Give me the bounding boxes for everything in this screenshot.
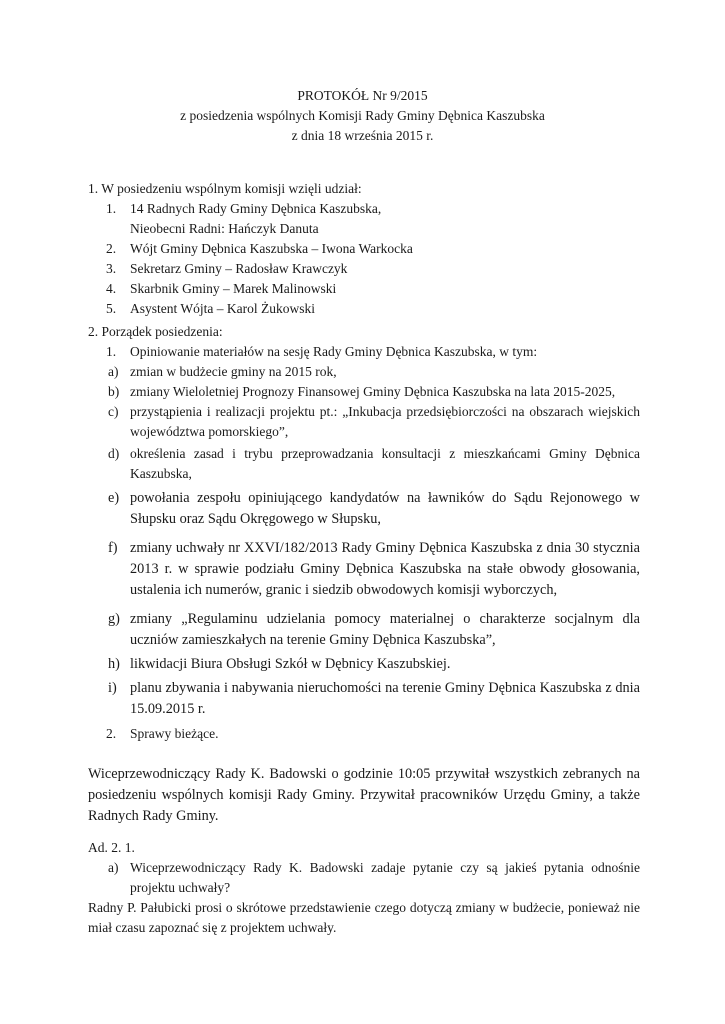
agenda-subitem	[88, 609, 640, 651]
agenda-subitem	[88, 444, 640, 484]
document-title: PROTOKÓŁ Nr 9/2015	[297, 88, 428, 103]
agenda-subitem-text: planu zbywania i nabywania nieruchomości na terenie Gminy Dębnica Kaszubska z dnia 15.09.2015 r.	[130, 680, 640, 717]
agenda-title: 2. Porządek posiedzenia:	[88, 324, 223, 339]
attendee-text: 14 Radnych Rady Gminy Dębnica Kaszubska,	[130, 201, 382, 216]
ad-section	[88, 838, 640, 938]
agenda-subitem-text: zmian w budżecie gminy na 2015 rok,	[130, 364, 337, 379]
agenda-point-text: Opiniowanie materiałów na sesję Rady Gminy Dębnica Kaszubska, w tym:	[130, 344, 538, 359]
attendee-item	[88, 299, 640, 319]
agenda-subitem-text: likwidacji Biura Obsługi Szkół w Dębnicy Kaszubskiej.	[130, 656, 451, 672]
agenda-subitem-letter: g)	[108, 611, 120, 627]
opening-paragraph: Wiceprzewodniczący Rady K. Badowski o godzinie 10:05 przywitał wszystkich zebranych na posiedzeniu wspólnych komisji Rady Gminy. Przywitał pracowników Urzędu Gminy, a także Radnych Rady Gminy.	[88, 766, 640, 824]
attendee-number: 4.	[106, 281, 117, 296]
agenda-point-number: 2.	[106, 726, 117, 741]
agenda-subitem-text: przystąpienia i realizacji projektu pt.: „Inkubacja przedsiębiorczości na obszarach wiejskich województwa pomorskiego”,	[130, 404, 640, 439]
attendee-item	[88, 279, 640, 299]
ad-paragraph: Radny P. Pałubicki prosi o skrótowe przedstawienie czego dotyczą zmiany w budżecie, ponieważ nie miał czasu zapoznać się z projektem uchwały.	[88, 900, 640, 935]
agenda-subitem-letter: e)	[108, 490, 120, 506]
agenda-subitem-letter: c)	[108, 404, 119, 419]
attendee-text: Sekretarz Gminy – Radosław Krawczyk	[130, 261, 348, 276]
document-subtitle: z posiedzenia wspólnych Komisji Rady Gminy Dębnica Kaszubska	[180, 108, 545, 123]
agenda-subitem	[88, 362, 640, 382]
document-header	[0, 86, 725, 146]
agenda-subitem-text: zmiany uchwały nr XXVI/182/2013 Rady Gminy Dębnica Kaszubska z dnia 30 stycznia 2013 r. w sprawie podziału Gminy Dębnica Kaszubska na stałe obwody głosowania, ustalenia ich numerów, granic i siedzib obwodowych komisji wyborczych,	[130, 540, 640, 598]
agenda-subitem-letter: d)	[108, 446, 120, 461]
ad-item-letter: a)	[108, 860, 119, 875]
agenda-subitem-text: określenia zasad i trybu przeprowadzania konsultacji z mieszkańcami Gminy Dębnica Kaszubska,	[130, 446, 640, 481]
agenda-subitem-letter: i)	[108, 680, 117, 696]
agenda-subitem-text: powołania zespołu opiniującego kandydatów na ławników do Sądu Rejonowego w Słupsku oraz Sądu Okręgowego w Słupsku,	[130, 490, 640, 527]
agenda-subitem-letter: h)	[108, 656, 120, 672]
attendee-text: Wójt Gminy Dębnica Kaszubska – Iwona Warkocka	[130, 241, 413, 256]
absent-note: Nieobecni Radni: Hańczyk Danuta	[130, 221, 319, 236]
agenda-subitem	[88, 382, 640, 402]
ad-item-text: Wiceprzewodniczący Rady K. Badowski zadaje pytanie czy są jakieś pytania odnośnie projektu uchwały?	[130, 860, 640, 895]
agenda-subitem-letter: f)	[108, 540, 118, 556]
agenda-subitem	[88, 654, 640, 675]
agenda-subitem-text: zmiany „Regulaminu udzielania pomocy materialnej o charakterze socjalnym dla uczniów zamieszkałych na terenie Gminy Dębnica Kaszubska”,	[130, 611, 640, 648]
attendee-item	[88, 259, 640, 279]
agenda-subitem	[88, 538, 640, 601]
attendee-number: 1.	[106, 201, 117, 216]
attendee-text: Skarbnik Gminy – Marek Malinowski	[130, 281, 337, 296]
agenda-subitem-text: zmiany Wieloletniej Prognozy Finansowej Gminy Dębnica Kaszubska na lata 2015-2025,	[130, 384, 616, 399]
agenda-subitem	[88, 488, 640, 530]
agenda-subitem	[88, 402, 640, 442]
ad-title: Ad. 2. 1.	[88, 840, 135, 855]
attendee-number: 2.	[106, 241, 117, 256]
document-date: z dnia 18 września 2015 r.	[291, 128, 434, 143]
attendee-item	[88, 239, 640, 259]
agenda-subitem-letter: b)	[108, 384, 120, 399]
agenda-point-number: 1.	[106, 344, 117, 359]
attendee-number: 3.	[106, 261, 117, 276]
agenda-point-text: Sprawy bieżące.	[130, 726, 219, 741]
agenda-subitem-letter: a)	[108, 364, 119, 379]
ad-item	[88, 858, 640, 898]
agenda-point	[88, 342, 640, 362]
attendee-item	[88, 199, 640, 219]
attendee-text: Asystent Wójta – Karol Żukowski	[130, 301, 315, 316]
opening-section	[88, 764, 640, 827]
attendee-number: 5.	[106, 301, 117, 316]
agenda-section	[88, 322, 640, 744]
attendees-title: 1. W posiedzeniu wspólnym komisji wzięli udział:	[88, 181, 362, 196]
agenda-subitem	[88, 678, 640, 720]
agenda-point	[88, 724, 640, 744]
attendees-section	[88, 179, 640, 319]
